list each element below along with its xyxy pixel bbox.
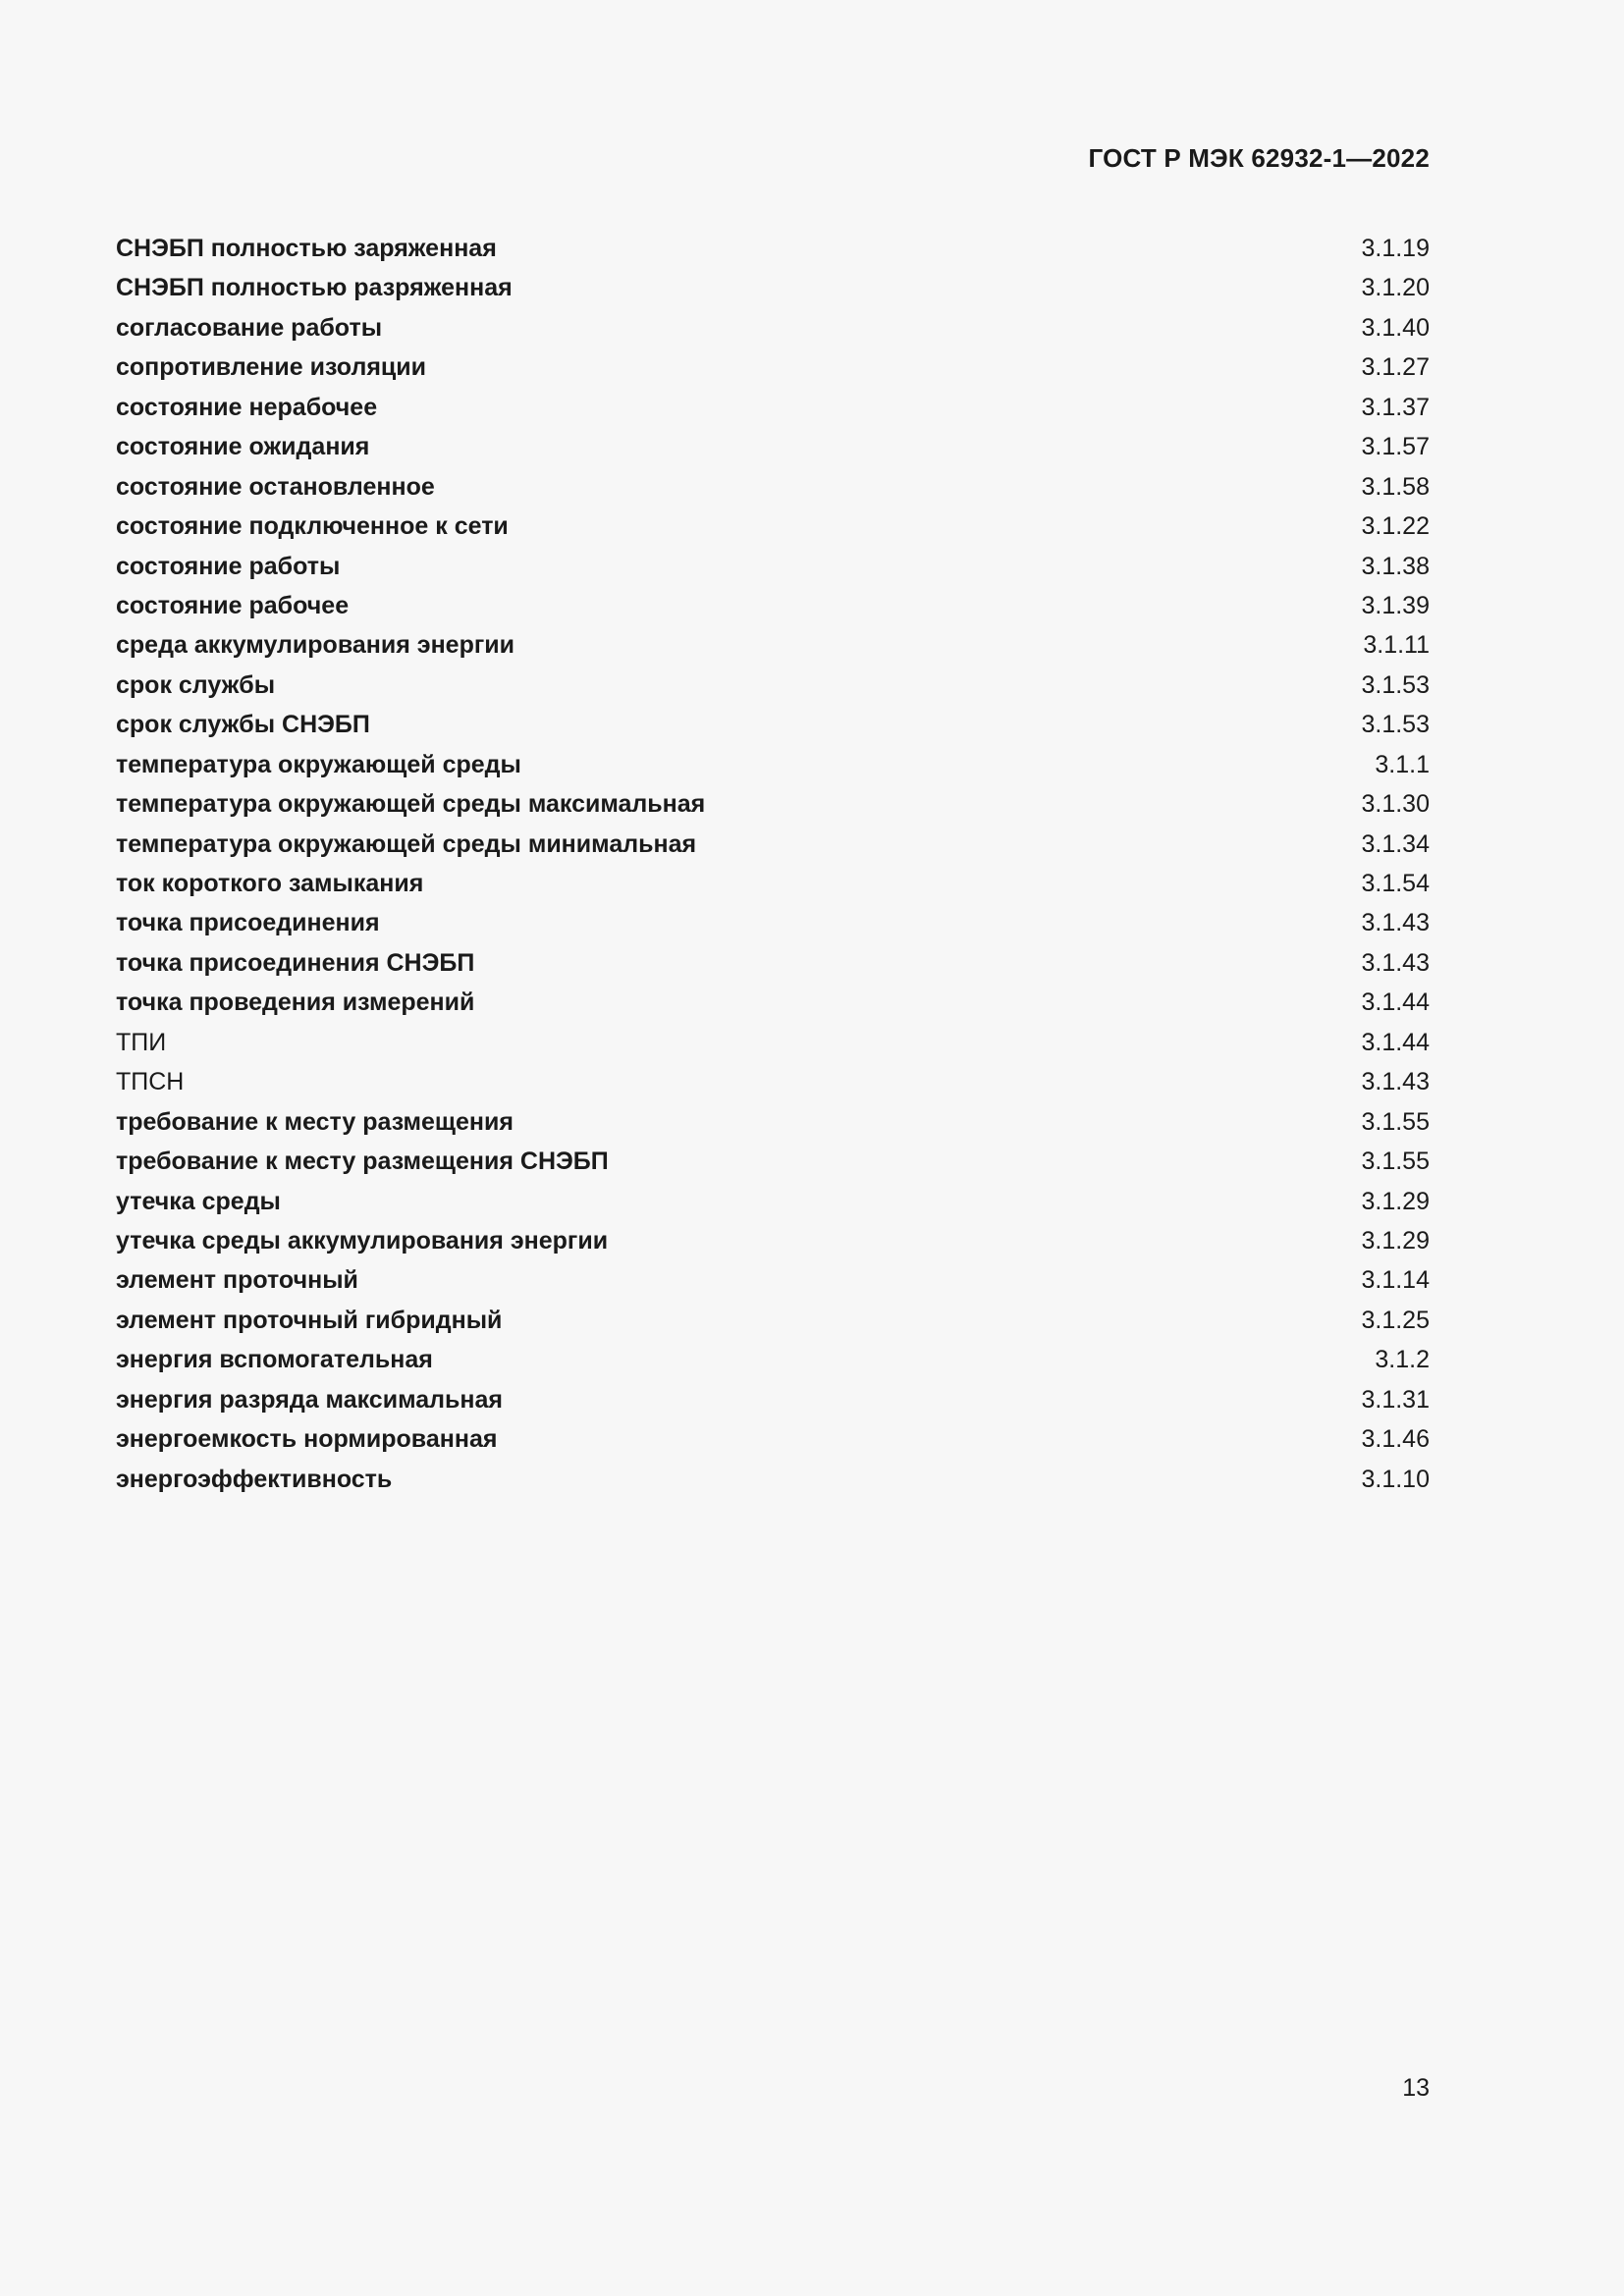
index-term: энергия разряда максимальная — [116, 1385, 503, 1414]
index-entry — [116, 1148, 1430, 1187]
index-entry — [116, 473, 1430, 512]
index-term: энергия вспомогательная — [116, 1346, 433, 1374]
index-reference: 3.1.53 — [1361, 711, 1430, 739]
index-entry — [116, 1307, 1430, 1346]
index-reference: 3.1.58 — [1361, 472, 1430, 501]
index-reference: 3.1.37 — [1361, 393, 1430, 421]
index-reference: 3.1.43 — [1361, 909, 1430, 937]
index-term: точка присоединения СНЭБП — [116, 948, 475, 977]
index-term: ТПСН — [116, 1068, 185, 1096]
index-entry — [116, 1346, 1430, 1385]
index-reference: 3.1.14 — [1361, 1266, 1430, 1295]
index-entry — [116, 1068, 1430, 1107]
index-entry — [116, 1188, 1430, 1227]
index-entry — [116, 870, 1430, 909]
index-term: состояние нерабочее — [116, 393, 378, 421]
index-term: согласование работы — [116, 313, 383, 342]
index-term: срок службы — [116, 670, 276, 699]
index-term: срок службы СНЭБП — [116, 711, 370, 739]
index-entry — [116, 751, 1430, 790]
index-term: утечка среды — [116, 1187, 281, 1215]
index-reference: 3.1.29 — [1361, 1226, 1430, 1255]
index-entry — [116, 631, 1430, 670]
index-entry — [116, 790, 1430, 829]
index-entry — [116, 1029, 1430, 1068]
index-reference: 3.1.11 — [1363, 631, 1430, 660]
index-term: температура окружающей среды — [116, 750, 521, 778]
index-term: требование к месту размещения СНЭБП — [116, 1148, 609, 1176]
index-term: СНЭБП полностью заряженная — [116, 235, 497, 262]
index-term: элемент проточный — [116, 1266, 358, 1295]
index-reference: 3.1.27 — [1361, 353, 1430, 382]
index-entry — [116, 1466, 1430, 1505]
index-reference: 3.1.55 — [1361, 1148, 1430, 1176]
index-reference: 3.1.39 — [1361, 591, 1430, 619]
index-entry — [116, 1108, 1430, 1148]
index-entry — [116, 1386, 1430, 1425]
index-entry — [116, 711, 1430, 750]
index-term: точка проведения измерений — [116, 988, 475, 1017]
index-entry — [116, 274, 1430, 313]
index-term: ток короткого замыкания — [116, 870, 424, 897]
index-term: среда аккумулирования энергии — [116, 631, 515, 660]
standard-designation: ГОСТ Р МЭК 62932-1—2022 — [1088, 143, 1430, 173]
index-reference: 3.1.20 — [1361, 274, 1430, 302]
index-reference: 3.1.25 — [1361, 1306, 1430, 1334]
index-reference: 3.1.34 — [1361, 829, 1430, 858]
index-entry — [116, 314, 1430, 353]
index-entry — [116, 909, 1430, 948]
index-reference: 3.1.40 — [1361, 313, 1430, 342]
page-number: 13 — [1402, 2074, 1430, 2102]
index-term: состояние остановленное — [116, 472, 435, 501]
index-entry — [116, 1266, 1430, 1306]
index-reference: 3.1.19 — [1361, 235, 1430, 262]
index-entry — [116, 949, 1430, 988]
index-term: состояние ожидания — [116, 433, 370, 461]
index-reference: 3.1.10 — [1361, 1465, 1430, 1493]
index-entry — [116, 235, 1430, 274]
index-reference: 3.1.29 — [1361, 1187, 1430, 1215]
index-reference: 3.1.43 — [1361, 1068, 1430, 1096]
index-entry — [116, 671, 1430, 711]
index-term: требование к месту размещения — [116, 1107, 514, 1136]
index-term: точка присоединения — [116, 909, 380, 937]
index-reference: 3.1.44 — [1361, 988, 1430, 1017]
index-reference: 3.1.46 — [1361, 1425, 1430, 1454]
index-term: энергоемкость нормированная — [116, 1425, 498, 1454]
index-term: температура окружающей среды минимальная — [116, 829, 697, 858]
index-term: состояние рабочее — [116, 591, 350, 619]
index-reference: 3.1.55 — [1361, 1107, 1430, 1136]
term-index-list — [116, 235, 1430, 1505]
index-entry — [116, 512, 1430, 552]
index-term: температура окружающей среды максимальная — [116, 790, 706, 819]
index-term: ТПИ — [116, 1028, 167, 1056]
index-entry — [116, 433, 1430, 472]
index-term: состояние работы — [116, 552, 341, 580]
index-entry — [116, 353, 1430, 393]
index-term: состояние подключенное к сети — [116, 512, 509, 541]
index-reference: 3.1.1 — [1375, 750, 1430, 778]
index-entry — [116, 988, 1430, 1028]
index-entry — [116, 1425, 1430, 1465]
index-term: сопротивление изоляции — [116, 353, 427, 382]
index-reference: 3.1.53 — [1361, 670, 1430, 699]
index-entry — [116, 830, 1430, 870]
index-term: энергоэффективность — [116, 1465, 393, 1493]
index-reference: 3.1.30 — [1361, 790, 1430, 819]
index-entry — [116, 394, 1430, 433]
index-reference: 3.1.31 — [1361, 1385, 1430, 1414]
index-entry — [116, 1227, 1430, 1266]
index-reference: 3.1.2 — [1375, 1346, 1430, 1374]
index-reference: 3.1.57 — [1361, 433, 1430, 461]
index-term: СНЭБП полностью разряженная — [116, 274, 513, 302]
index-reference: 3.1.22 — [1361, 512, 1430, 541]
index-reference: 3.1.38 — [1361, 552, 1430, 580]
index-entry — [116, 553, 1430, 592]
index-reference: 3.1.43 — [1361, 948, 1430, 977]
index-entry — [116, 592, 1430, 631]
index-term: утечка среды аккумулирования энергии — [116, 1226, 609, 1255]
index-term: элемент проточный гибридный — [116, 1306, 503, 1334]
index-reference: 3.1.44 — [1361, 1028, 1430, 1056]
index-reference: 3.1.54 — [1361, 870, 1430, 897]
